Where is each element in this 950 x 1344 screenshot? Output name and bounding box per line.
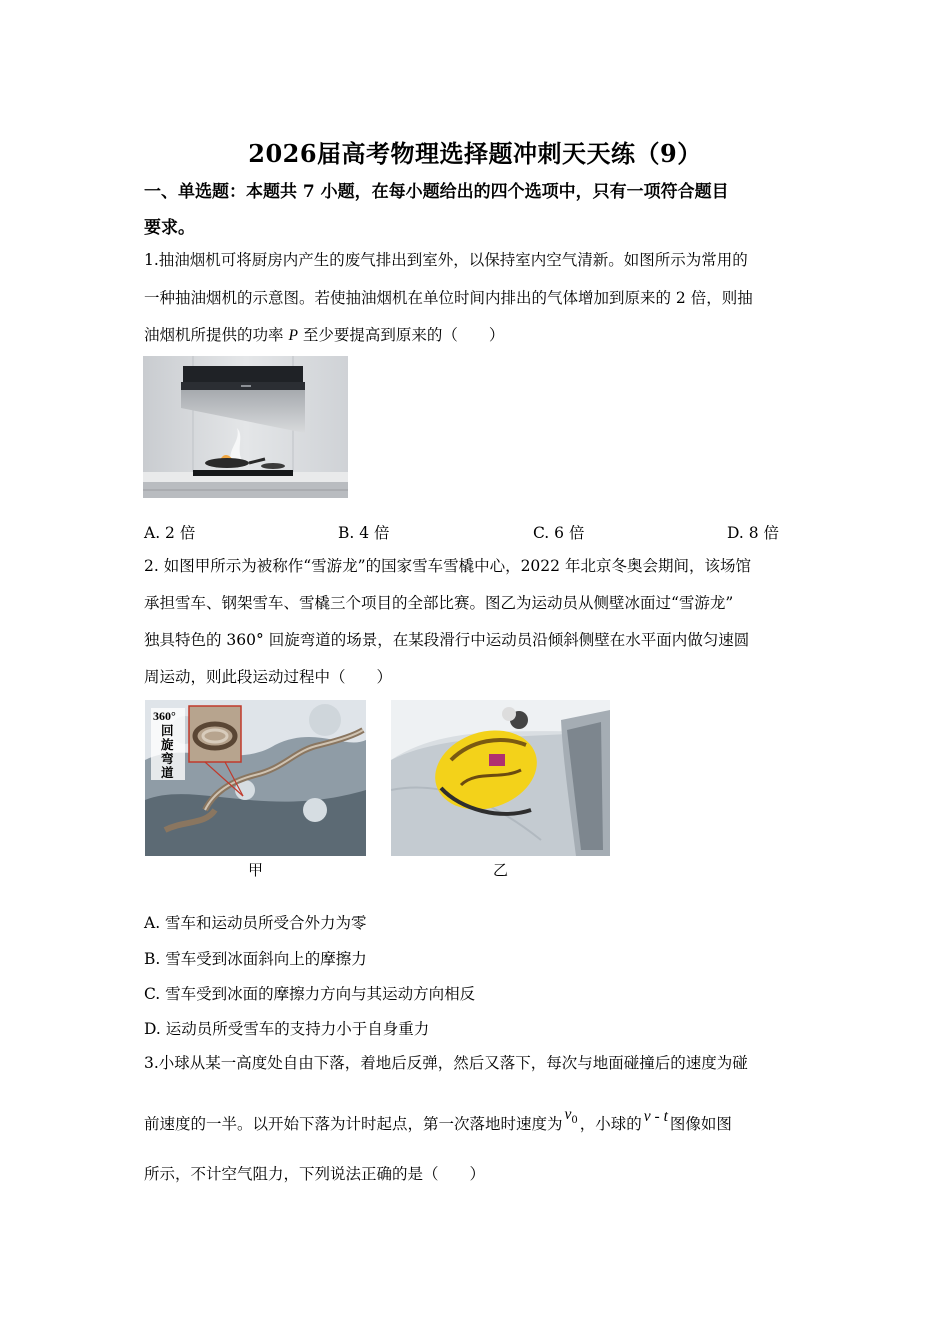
q1-text-line3: 油烟机所提供的功率 P 至少要提高到原来的（ ）	[144, 326, 505, 344]
figure-caption-b: 乙	[493, 861, 509, 879]
q1-option-b: B. 4 倍	[338, 524, 390, 542]
power-symbol: P	[288, 327, 298, 344]
q1-option-d: D. 8 倍	[727, 524, 780, 542]
q2-text-line2: 承担雪车、钢架雪车、雪橇三个项目的全部比赛。图乙为运动员从侧壁冰面过“雪游龙”	[144, 594, 734, 612]
q3-text-line1: 3.小球从某一高度处自由下落，着地后反弹，然后又落下，每次与地面碰撞后的速度为碰	[144, 1054, 748, 1072]
q2-option-d: D. 运动员所受雪车的支持力小于自身重力	[144, 1020, 430, 1038]
q3-text-line2: 前速度的一半。以开始下落为计时起点，第一次落地时速度为$v_0$ ，小球的 v - t 图像如图	[144, 1106, 732, 1133]
track-aerial-image	[145, 700, 366, 856]
vt-symbol: v - t	[643, 1108, 668, 1125]
v0-symbol: v	[564, 1106, 572, 1123]
q2-option-a: A. 雪车和运动员所受合外力为零	[144, 914, 367, 932]
q2-text-line4: 周运动，则此段运动过程中（ ）	[144, 668, 393, 686]
q2-option-b: B. 雪车受到冰面斜向上的摩擦力	[144, 950, 367, 968]
section-heading-line2: 要求。	[144, 218, 195, 238]
page-title: 2026届高考物理选择题冲刺天天练（9）	[248, 139, 702, 168]
q3-text-line3: 所示，不计空气阻力，下列说法正确的是（ ）	[144, 1165, 486, 1183]
q2-option-c: C. 雪车受到冰面的摩擦力方向与其运动方向相反	[144, 985, 476, 1003]
section-heading-line1: 一、单选题：本题共 7 小题，在每小题给出的四个选项中，只有一项符合题目	[144, 182, 729, 202]
range-hood-image	[143, 356, 348, 498]
figure-caption-a: 甲	[248, 861, 264, 879]
q2-text-line3: 独具特色的 360° 回旋弯道的场景，在某段滑行中运动员沿倾斜侧壁在水平面内做匀速圆	[144, 631, 750, 649]
figure-label-360: 360°	[153, 709, 176, 723]
q1-text-line2: 一种抽油烟机的示意图。若使抽油烟机在单位时间内排出的气体增加到原来的 2 倍，则抽	[144, 289, 753, 307]
q1-option-c: C. 6 倍	[533, 524, 585, 542]
q1-option-a: A. 2 倍	[144, 524, 196, 542]
figure-label-vertical: 回旋弯道	[161, 723, 174, 780]
q1-text-line1: 1.抽油烟机可将厨房内产生的废气排出到室外，以保持室内空气清新。如图所示为常用的	[144, 251, 748, 269]
q2-text-line1: 2. 如图甲所示为被称作“雪游龙”的国家雪车雪橇中心，2022 年北京冬奥会期间，该场馆	[144, 557, 751, 575]
bobsled-image	[391, 700, 610, 856]
